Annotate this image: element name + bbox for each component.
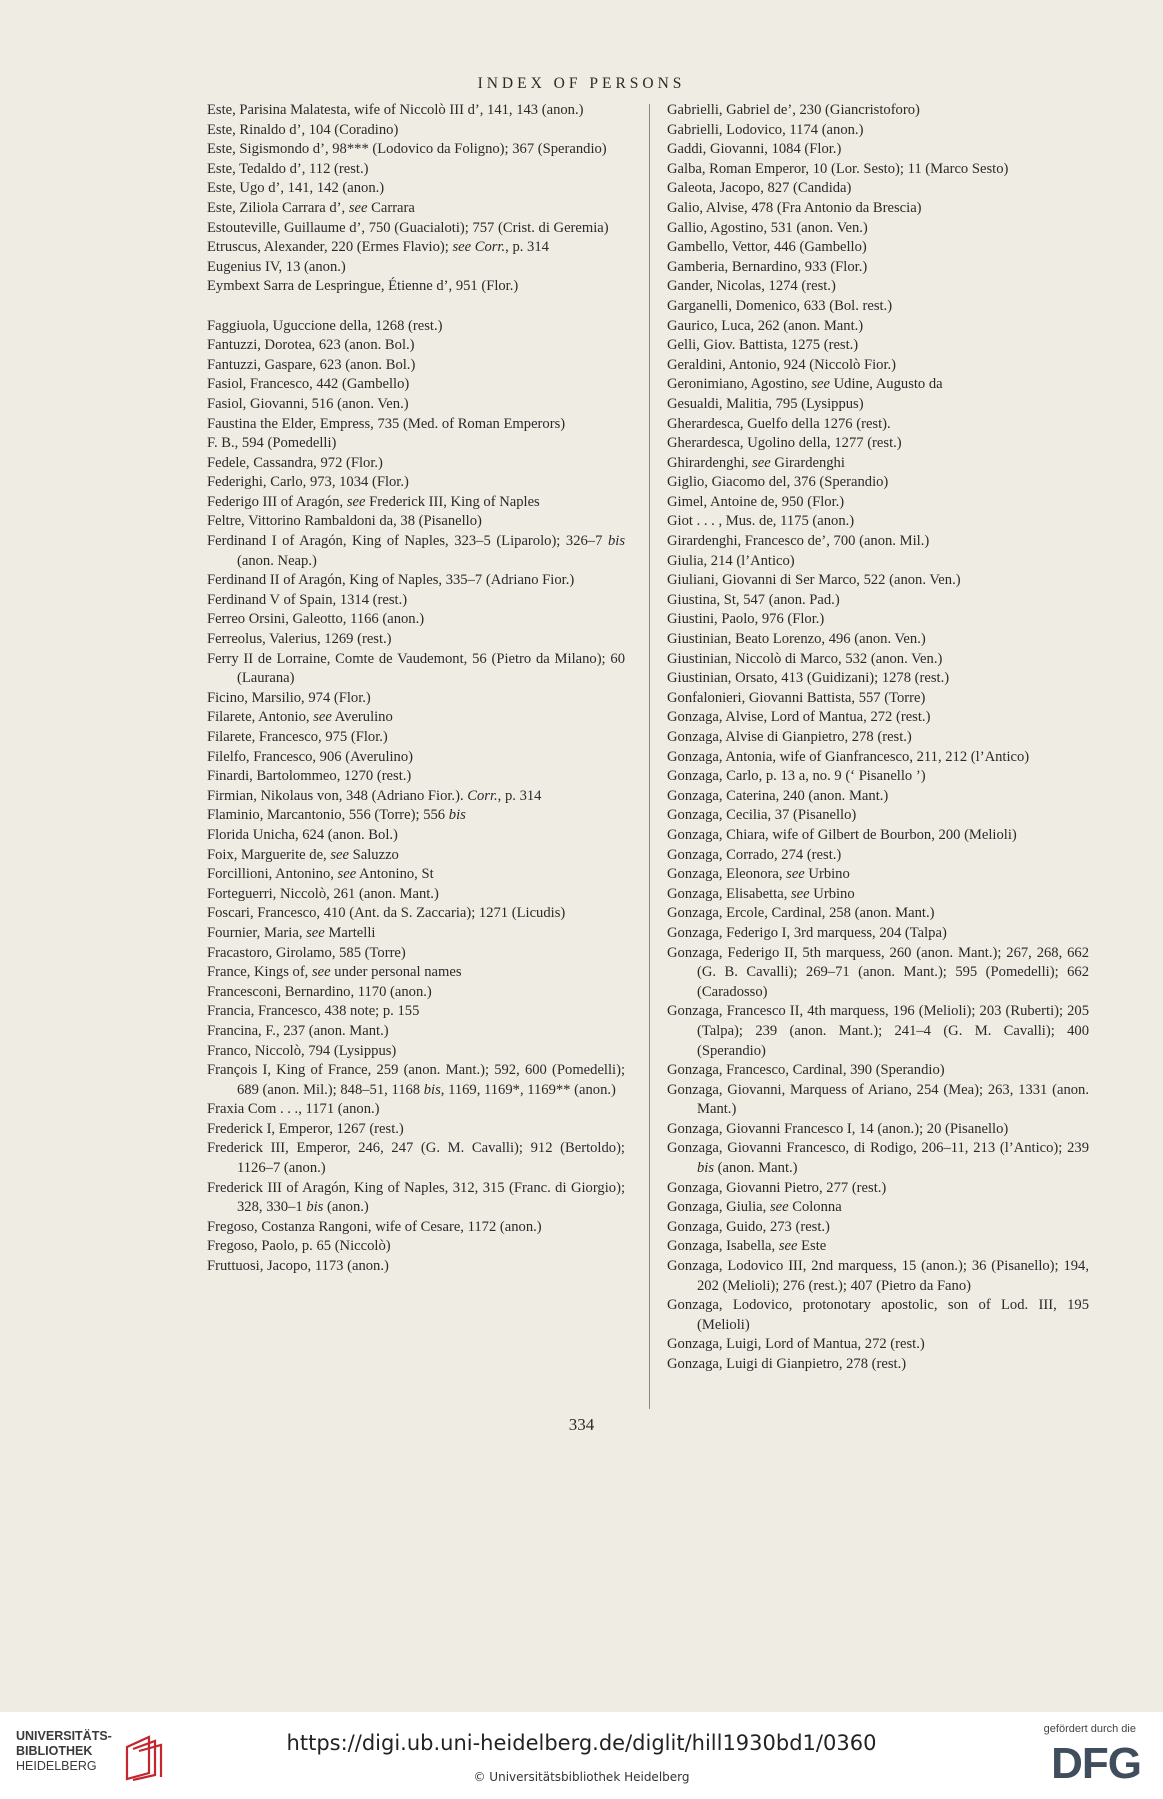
index-entry: Filarete, Antonio, see Averulino: [207, 709, 393, 726]
index-entry: Este, Sigismondo d’, 98*** (Lodovico da Foligno); 367 (Sperandio): [207, 141, 607, 158]
index-entry: Fregoso, Costanza Rangoni, wife of Cesare, 1172 (anon.): [207, 1218, 542, 1235]
index-entry: Gonzaga, Alvise, Lord of Mantua, 272 (rest.): [667, 709, 931, 726]
index-entry: Gander, Nicolas, 1274 (rest.): [667, 278, 836, 295]
index-entry: Este, Ugo d’, 141, 142 (anon.): [207, 180, 385, 197]
index-entry: Giustinian, Orsato, 413 (Guidizani); 1278 (rest.): [667, 670, 950, 687]
index-entry: Estouteville, Guillaume d’, 750 (Guacialoti); 757 (Crist. di Geremia): [207, 219, 609, 236]
index-entry: Fracastoro, Girolamo, 585 (Torre): [207, 944, 406, 961]
index-entry: Fruttuosi, Jacopo, 1173 (anon.): [207, 1258, 389, 1275]
index-entry: Gonfalonieri, Giovanni Battista, 557 (Torre): [667, 689, 926, 706]
index-entry: Gonzaga, Francesco, Cardinal, 390 (Sperandio): [667, 1062, 945, 1079]
index-entry: Ferdinand V of Spain, 1314 (rest.): [207, 591, 408, 608]
index-entry: Federigo III of Aragón, see Frederick III, King of Naples: [207, 493, 540, 510]
index-entry: Gonzaga, Caterina, 240 (anon. Mant.): [667, 787, 889, 804]
index-entry: Gonzaga, Cecilia, 37 (Pisanello): [667, 807, 857, 824]
index-entry: Gonzaga, Elisabetta, see Urbino: [667, 885, 855, 902]
index-entry: Gherardesca, Guelfo della 1276 (rest).: [667, 415, 891, 432]
index-entry: Filarete, Francesco, 975 (Flor.): [207, 729, 388, 745]
index-entry: Fraxia Com . . ., 1171 (anon.): [207, 1101, 380, 1118]
index-entry: Gonzaga, Luigi, Lord of Mantua, 272 (rest.): [667, 1336, 925, 1353]
index-entry: Gabrielli, Lodovico, 1174 (anon.): [667, 121, 864, 138]
index-entry: Gonzaga, Carlo, p. 13 a, no. 9 (‘ Pisanello ’): [667, 768, 926, 785]
index-entry: Fedele, Cassandra, 972 (Flor.): [207, 454, 383, 471]
index-entry: Frederick III, Emperor, 246, 247 (G. M. Cavalli); 912 (Bertoldo); 1126–7 (anon.): [207, 1140, 625, 1177]
index-entry: Gonzaga, Giovanni, Marquess of Ariano, 254 (Mea); 263, 1331 (anon. Mant.): [667, 1081, 1089, 1118]
index-entry: Giot . . . , Mus. de, 1175 (anon.): [667, 513, 855, 530]
index-entry: Gonzaga, Giovanni Pietro, 277 (rest.): [667, 1179, 887, 1196]
index-entry: Gonzaga, Luigi di Gianpietro, 278 (rest.): [667, 1356, 907, 1372]
index-entry: Giustinian, Niccolò di Marco, 532 (anon. Ven.): [667, 650, 943, 667]
index-entry: Gonzaga, Lodovico III, 2nd marquess, 15 (anon.); 36 (Pisanello); 194, 202 (Melioli); 276 (rest.); 407 (Pietro da Fano): [667, 1258, 1089, 1294]
index-entry: Gonzaga, Giovanni Francesco I, 14 (anon.); 20 (Pisanello): [667, 1120, 1009, 1137]
index-entry: Galeota, Jacopo, 827 (Candida): [667, 180, 852, 197]
index-entry: Gaddi, Giovanni, 1084 (Flor.): [667, 141, 842, 158]
index-column-right: [667, 101, 1089, 1375]
index-entry: Ghirardenghi, see Girardenghi: [667, 454, 845, 471]
index-entry: Frederick I, Emperor, 1267 (rest.): [207, 1120, 404, 1137]
index-entry: Eugenius IV, 13 (anon.): [207, 258, 346, 275]
index-entry: Fantuzzi, Dorotea, 623 (anon. Bol.): [207, 337, 415, 354]
index-entry: Gonzaga, Isabella, see Este: [667, 1238, 827, 1255]
index-entry: Gonzaga, Eleonora, see Urbino: [667, 866, 850, 883]
library-name-line1: UNIVERSITÄTS-: [16, 1729, 112, 1743]
index-entry: Geraldini, Antonio, 924 (Niccolò Fior.): [667, 356, 897, 373]
index-entry: Ficino, Marsilio, 974 (Flor.): [207, 689, 371, 706]
index-entry: Federighi, Carlo, 973, 1034 (Flor.): [207, 474, 409, 491]
index-entry: Flaminio, Marcantonio, 556 (Torre); 556 bis: [207, 807, 466, 824]
index-entry: Ferreolus, Valerius, 1269 (rest.): [207, 631, 392, 648]
index-entry: Etruscus, Alexander, 220 (Ermes Flavio); see Corr., p. 314: [207, 239, 549, 256]
index-entry: Garganelli, Domenico, 633 (Bol. rest.): [667, 297, 893, 314]
index-entry: Gamberia, Bernardino, 933 (Flor.): [667, 258, 868, 275]
index-entry: Fantuzzi, Gaspare, 623 (anon. Bol.): [207, 356, 416, 373]
index-column-left: [207, 101, 625, 1277]
viewer-footer: [0, 1712, 1163, 1799]
index-entry: Gherardesca, Ugolino della, 1277 (rest.): [667, 435, 902, 452]
index-entry: Este, Rinaldo d’, 104 (Coradino): [207, 121, 399, 138]
index-entry: Gelli, Giov. Battista, 1275 (rest.): [667, 337, 859, 354]
index-entry: Francina, F., 237 (anon. Mant.): [207, 1022, 389, 1039]
index-entry: Giustini, Paolo, 976 (Flor.): [667, 611, 825, 628]
index-entry: Geronimiano, Agostino, see Udine, Augusto da: [667, 376, 943, 393]
index-entry: Gonzaga, Federigo II, 5th marquess, 260 (anon. Mant.); 267, 268, 662 (G. B. Cavalli); 269–71 (anon. Mant.); 595 (Pomedelli); 662 (Caradosso): [667, 944, 1089, 1000]
index-entry: Foscari, Francesco, 410 (Ant. da S. Zaccaria); 1271 (Licudis): [207, 905, 566, 922]
index-entry: Foix, Marguerite de, see Saluzzo: [207, 846, 399, 863]
index-entry: Fasiol, Francesco, 442 (Gambello): [207, 376, 410, 393]
index-entry: Gonzaga, Guido, 273 (rest.): [667, 1218, 830, 1235]
index-entry: Faustina the Elder, Empress, 735 (Med. of Roman Emperors): [207, 415, 566, 432]
index-entry: Firmian, Nikolaus von, 348 (Adriano Fior.). Corr., p. 314: [207, 787, 542, 804]
index-entry: Francesconi, Bernardino, 1170 (anon.): [207, 983, 432, 1000]
index-entry: Gonzaga, Lodovico, protonotary apostolic, son of Lod. III, 195 (Melioli): [667, 1297, 1089, 1333]
index-entry: Galio, Alvise, 478 (Fra Antonio da Brescia): [667, 199, 922, 216]
copyright-notice: © Universitätsbibliothek Heidelberg: [473, 1770, 690, 1784]
index-entry: Gonzaga, Federigo I, 3rd marquess, 204 (Talpa): [667, 924, 947, 941]
index-entry: Gonzaga, Giovanni Francesco, di Rodigo, 206–11, 213 (l’Antico); 239 bis (anon. Mant.): [667, 1140, 1089, 1177]
index-entry: Galba, Roman Emperor, 10 (Lor. Sesto); 11 (Marco Sesto): [667, 160, 1009, 177]
index-entry: Gonzaga, Corrado, 274 (rest.): [667, 846, 842, 863]
library-name-line2: BIBLIOTHEK: [16, 1744, 93, 1758]
index-entry: Fournier, Maria, see Martelli: [207, 924, 376, 941]
index-entry: France, Kings of, see under personal names: [207, 964, 462, 981]
index-entry: Gonzaga, Alvise di Gianpietro, 278 (rest.): [667, 729, 912, 745]
index-entry: Gesualdi, Malitia, 795 (Lysippus): [667, 395, 864, 412]
index-entry: Finardi, Bartolommeo, 1270 (rest.): [207, 768, 412, 785]
dfg-logo[interactable]: DFG: [1051, 1739, 1141, 1788]
index-entry: François I, King of France, 259 (anon. Mant.); 592, 600 (Pomedelli); 689 (anon. Mil.); 848–51, 1168 bis, 1169, 1169*, 1169** (anon.): [207, 1062, 625, 1098]
index-entry: Fasiol, Giovanni, 516 (anon. Ven.): [207, 395, 409, 412]
index-entry: Ferreo Orsini, Galeotto, 1166 (anon.): [207, 611, 425, 628]
index-entry: Feltre, Vittorino Rambaldoni da, 38 (Pisanello): [207, 513, 482, 530]
page-number: 334: [568, 1415, 595, 1434]
index-entry: Este, Tedaldo d’, 112 (rest.): [207, 160, 369, 177]
index-entry: Gambello, Vettor, 446 (Gambello): [667, 239, 867, 256]
index-entry: Gonzaga, Ercole, Cardinal, 258 (anon. Mant.): [667, 905, 935, 922]
index-entry: Giglio, Giacomo del, 376 (Sperandio): [667, 474, 889, 491]
column-divider: [649, 104, 650, 1409]
index-entry: F. B., 594 (Pomedelli): [207, 435, 337, 452]
index-entry: Filelfo, Francesco, 906 (Averulino): [207, 748, 414, 765]
index-entry: Ferdinand II of Aragón, King of Naples, 335–7 (Adriano Fior.): [207, 572, 575, 589]
index-entry: Ferdinand I of Aragón, King of Naples, 323–5 (Liparolo); 326–7 bis (anon. Neap.): [207, 533, 625, 569]
index-entry: Faggiuola, Uguccione della, 1268 (rest.): [207, 317, 443, 334]
index-entry: Este, Ziliola Carrara d’, see Carrara: [207, 199, 415, 216]
index-entry: Francia, Francesco, 438 note; p. 155: [207, 1003, 420, 1020]
index-entry: Franco, Niccolò, 794 (Lysippus): [207, 1042, 397, 1059]
permalink-url[interactable]: https://digi.ub.uni-heidelberg.de/diglit/hill1930bd1/0360: [286, 1731, 877, 1755]
index-entry: Gonzaga, Antonia, wife of Gianfrancesco, 211, 212 (l’Antico): [667, 748, 1030, 765]
index-entry: Girardenghi, Francesco de’, 700 (anon. Mil.): [667, 533, 930, 550]
index-entry: Florida Unicha, 624 (anon. Bol.): [207, 826, 398, 843]
index-entry: Gallio, Agostino, 531 (anon. Ven.): [667, 219, 868, 236]
index-entry: Gonzaga, Giulia, see Colonna: [667, 1199, 842, 1216]
index-entry: Frederick III of Aragón, King of Naples, 312, 315 (Franc. di Giorgio); 328, 330–1 bis (anon.): [207, 1179, 625, 1216]
library-name-line3: HEIDELBERG: [16, 1759, 97, 1773]
index-entry: Fregoso, Paolo, p. 65 (Niccolò): [207, 1238, 391, 1255]
index-entry: Eymbext Sarra de Lespringue, Étienne d’, 951 (Flor.): [207, 278, 519, 295]
index-entry: Ferry II de Lorraine, Comte de Vaudemont, 56 (Pietro da Milano); 60 (Laurana): [207, 650, 625, 687]
running-header: INDEX OF PERSONS: [477, 75, 686, 92]
index-entry: Giulia, 214 (l’Antico): [667, 552, 795, 569]
index-entry: Gimel, Antoine de, 950 (Flor.): [667, 493, 845, 510]
index-entry: Forteguerri, Niccolò, 261 (anon. Mant.): [207, 885, 439, 902]
index-entry: Gabrielli, Gabriel de’, 230 (Giancristoforo): [667, 102, 920, 118]
funder-label: gefördert durch die: [1043, 1723, 1136, 1735]
index-entry: Giuliani, Giovanni di Ser Marco, 522 (anon. Ven.): [667, 572, 961, 589]
index-entry: Gaurico, Luca, 262 (anon. Mant.): [667, 317, 864, 334]
index-entry: Giustina, St, 547 (anon. Pad.): [667, 591, 840, 608]
index-entry: Este, Parisina Malatesta, wife of Niccolò III d’, 141, 143 (anon.): [207, 102, 584, 118]
index-entry: Gonzaga, Francesco II, 4th marquess, 196 (Melioli); 203 (Ruberti); 205 (Talpa); 239 (anon. Mant.); 241–4 (G. M. Cavalli); 400 (Sperandio): [667, 1003, 1089, 1059]
index-entry: Gonzaga, Chiara, wife of Gilbert de Bourbon, 200 (Melioli): [667, 826, 1017, 843]
index-entry: Forcillioni, Antonino, see Antonino, St: [207, 866, 434, 883]
index-entry: Giustinian, Beato Lorenzo, 496 (anon. Ven.): [667, 631, 926, 648]
